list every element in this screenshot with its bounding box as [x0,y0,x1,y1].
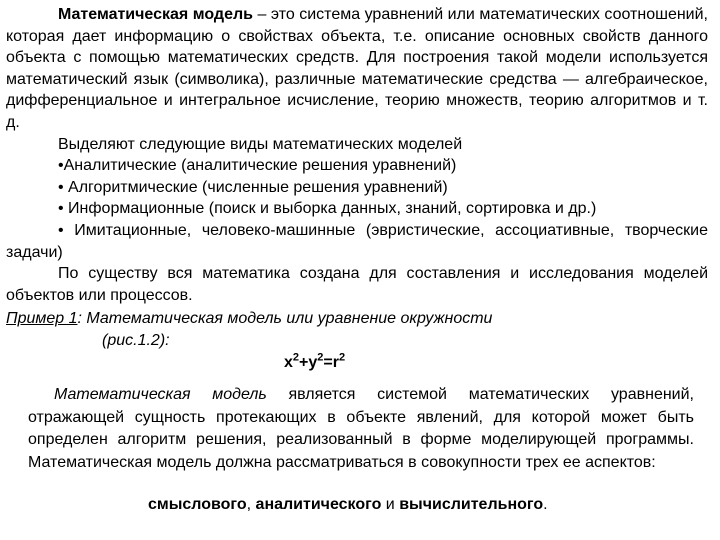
definition-text: – это система уравнений или математических соотношений, которая дает информацию о свойствах объекта, т.е. описание основных свойств данного объекта с помощью математических средств. Для построения такой модели используется математический язык (символика), различные математические средства — алгебраическое, дифференциальное и интегральное исчисление, теорию множеств, теорию алгоритмов и т. д. [6,6,709,131]
example-figref: (рис.1.2) [102,332,166,349]
formula-x: x [284,354,293,371]
summary-text: По существу вся математика создана для составления и исследования моделей объектов или процессов. [6,265,708,304]
formula-exp-r: 2 [338,351,346,364]
example-label: Пример 1 [6,310,78,327]
example-line [6,308,492,330]
example-figref-suffix: : [165,332,170,349]
types-heading: Выделяют следующие виды математических моделей [58,135,463,153]
aspect-sep-2: и [381,496,400,513]
formula-exp-x: 2 [292,351,300,364]
type-item-informational: • Информационные (поиск и выборка данных, знаний, сортировка и др.) [58,200,597,218]
aspect-semantic: смыслового [148,496,247,513]
definition-term: Математическая модель [58,6,253,23]
definition-paragraph [6,4,708,306]
aspect-end: . [543,496,548,513]
aspect-computational: вычислительного [399,496,544,513]
formula-plus-y: +y [299,354,318,371]
formula-exp-y: 2 [317,351,324,364]
model-paragraph [28,384,694,474]
type-item-algorithmic: • Алгоритмические (численные решения уравнений) [58,178,448,196]
aspect-sep-1: , [246,496,256,513]
type-item-simulation: • Имитационные, человеко-машинные (эвристические, ассоциативные, творческие задачи) [6,221,708,261]
formula-eq-r: =r [323,354,339,371]
example-text: : Математическая модель или уравнение окружности [77,310,493,327]
model-text: является системой математических уравнений, отражающей сущность протекающих в объекте явлений, для которой может быть определен алгоритм решения, реализованный в форме моделирующей программы. Математическая модель должна рассматриваться в совокупности трех ее аспектов: [28,386,694,471]
example-figref-line [102,330,170,352]
aspect-analytical: аналитического [255,496,382,513]
circle-formula [284,352,345,374]
model-term: Математическая модель [54,386,267,403]
type-item-analytical: •Аналитические (аналитические решения уравнений) [58,157,457,175]
aspects-line [148,494,548,515]
